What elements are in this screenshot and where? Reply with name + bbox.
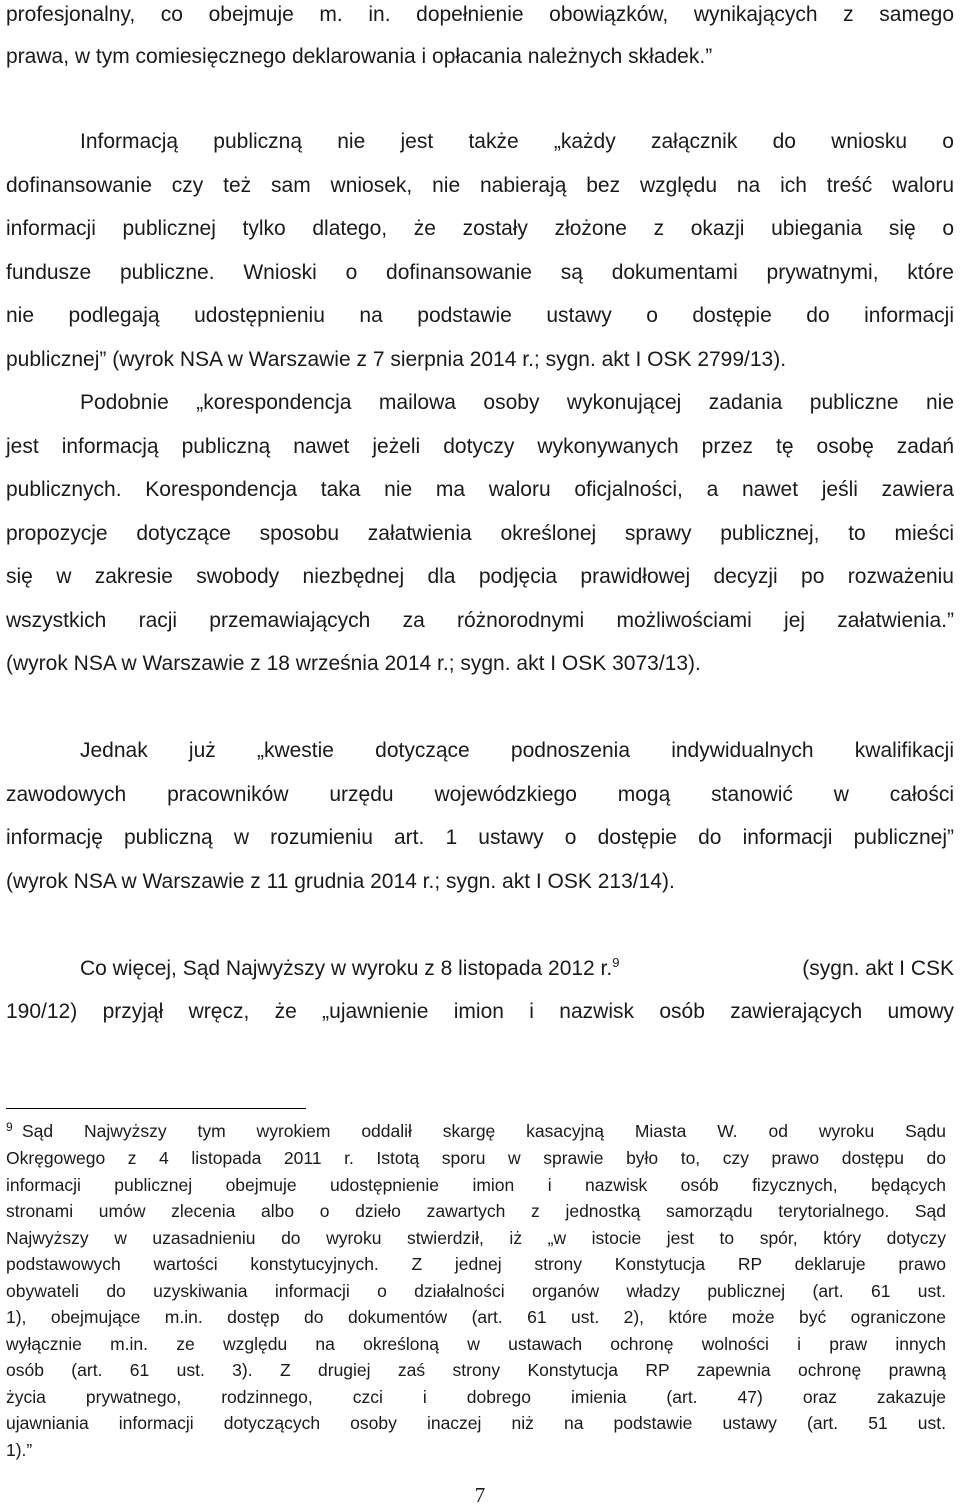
body-text-line: wszystkich racji przemawiających za różnorodnymi możliwościami jej załatwienia.” — [6, 609, 954, 632]
footnote-line: podstawowych wartości konstytucyjnych. Z jednej strony Konstytucja RP deklaruje prawo — [6, 1254, 946, 1274]
body-text-line: publicznej” (wyrok NSA w Warszawie z 7 sierpnia 2014 r.; sygn. akt I OSK 2799/13). — [6, 348, 787, 371]
body-text-line: nie podlegają udostępnieniu na podstawie ustawy o dostępie do informacji — [6, 304, 954, 327]
body-text-line: jest informacją publiczną nawet jeżeli dotyczy wykonywanych przez tę osobę zadań — [6, 435, 954, 458]
footnote-separator — [6, 1108, 306, 1109]
body-text-line: Podobnie „korespondencja mailowa osoby wykonującej zadania publiczne nie — [80, 391, 954, 414]
footnote-line: ujawniania informacji dotyczących osoby inaczej niż na podstawie ustawy (art. 51 ust. — [6, 1413, 946, 1433]
page-number: 7 — [474, 1483, 486, 1507]
body-text-line: profesjonalny, co obejmuje m. in. dopełnienie obowiązków, wynikających z samego — [6, 3, 954, 26]
body-text-line: fundusze publiczne. Wnioski o dofinansowanie są dokumentami prywatnymi, które — [6, 261, 954, 284]
footnote-line — [6, 1120, 946, 1143]
body-text-segment — [80, 955, 619, 983]
body-text-segment: (sygn. akt I CSK — [802, 957, 954, 980]
body-text-line: publicznych. Korespondencja taka nie ma waloru oficjalności, a nawet jeśli zawiera — [6, 478, 954, 501]
body-text-line: się w zakresie swobody niezbędnej dla podjęcia prawidłowej decyzji po rozważeniu — [6, 565, 954, 588]
body-text-line: dofinansowanie czy też sam wniosek, nie nabierają bez względu na ich treść waloru — [6, 174, 954, 197]
body-text-line: (wyrok NSA w Warszawie z 11 grudnia 2014 r.; sygn. akt I OSK 213/14). — [6, 870, 675, 893]
footnote-line: Najwyższy w uzasadnieniu do wyroku stwierdził, iż „w istocie jest to spór, który dotyczy — [6, 1228, 946, 1248]
body-text-fragment: Co więcej, Sąd Najwyższy w wyroku z 8 listopada 2012 r. — [80, 957, 613, 980]
footnote-line: informacji publicznej obejmuje udostępnienie imion i nazwisk osób fizycznych, będących — [6, 1175, 946, 1195]
body-text-line: (wyrok NSA w Warszawie z 18 września 2014 r.; sygn. akt I OSK 3073/13). — [6, 652, 701, 675]
body-text-line: Informacją publiczną nie jest także „każdy załącznik do wniosku o — [80, 130, 954, 153]
footnote-line: obywateli do uzyskiwania informacji o działalności organów władzy publicznej (art. 61 ust. — [6, 1281, 946, 1301]
body-text-line: informację publiczną w rozumieniu art. 1 ustawy o dostępie do informacji publicznej” — [6, 826, 954, 849]
footnote-line: życia prywatnego, rodzinnego, czci i dobrego imienia (art. 47) oraz zakazuje — [6, 1387, 946, 1407]
body-text-line: Jednak już „kwestie dotyczące podnoszenia indywidualnych kwalifikacji — [80, 739, 954, 762]
footnote-line: stronami umów zlecenia albo o dzieło zawartych z jednostką samorządu terytorialnego. Sąd — [6, 1201, 946, 1221]
footnote-line: 1), obejmujące m.in. dostęp do dokumentów (art. 61 ust. 2), które może być ograniczone — [6, 1307, 946, 1327]
body-text-line: propozycje dotyczące sposobu załatwienia określonej sprawy publicznej, to mieści — [6, 522, 954, 545]
footnote-reference[interactable]: 9 — [612, 955, 620, 970]
footnote-line: wyłącznie m.in. ze względu na określoną w ustawach ochronę wolności i praw innych — [6, 1334, 946, 1354]
body-text-line: informacji publicznej tylko dlatego, że zostały złożone z okazji ubiegania się o — [6, 217, 954, 240]
body-text-line: prawa, w tym comiesięcznego deklarowania i opłacania należnych składek.” — [6, 45, 713, 68]
footnote-line: osób (art. 61 ust. 3). Z drugiej zaś strony Konstytucja RP zapewnia ochronę prawną — [6, 1360, 946, 1380]
body-text-line: 190/12) przyjął wręcz, że „ujawnienie imion i nazwisk osób zawierających umowy — [6, 1000, 954, 1023]
footnote-text: Sąd Najwyższy tym wyrokiem oddalił skargę kasacyjną Miasta W. od wyroku Sądu — [22, 1121, 946, 1141]
body-text-line: zawodowych pracowników urzędu wojewódzkiego mogą stanowić w całości — [6, 783, 954, 806]
footnote-line: 1).” — [6, 1440, 33, 1460]
footnote-line: Okręgowego z 4 listopada 2011 r. Istotą sporu w sprawie było to, czy prawo dostępu do — [6, 1148, 946, 1168]
body-text-line — [80, 955, 954, 983]
footnote-marker: 9 — [6, 1120, 13, 1134]
